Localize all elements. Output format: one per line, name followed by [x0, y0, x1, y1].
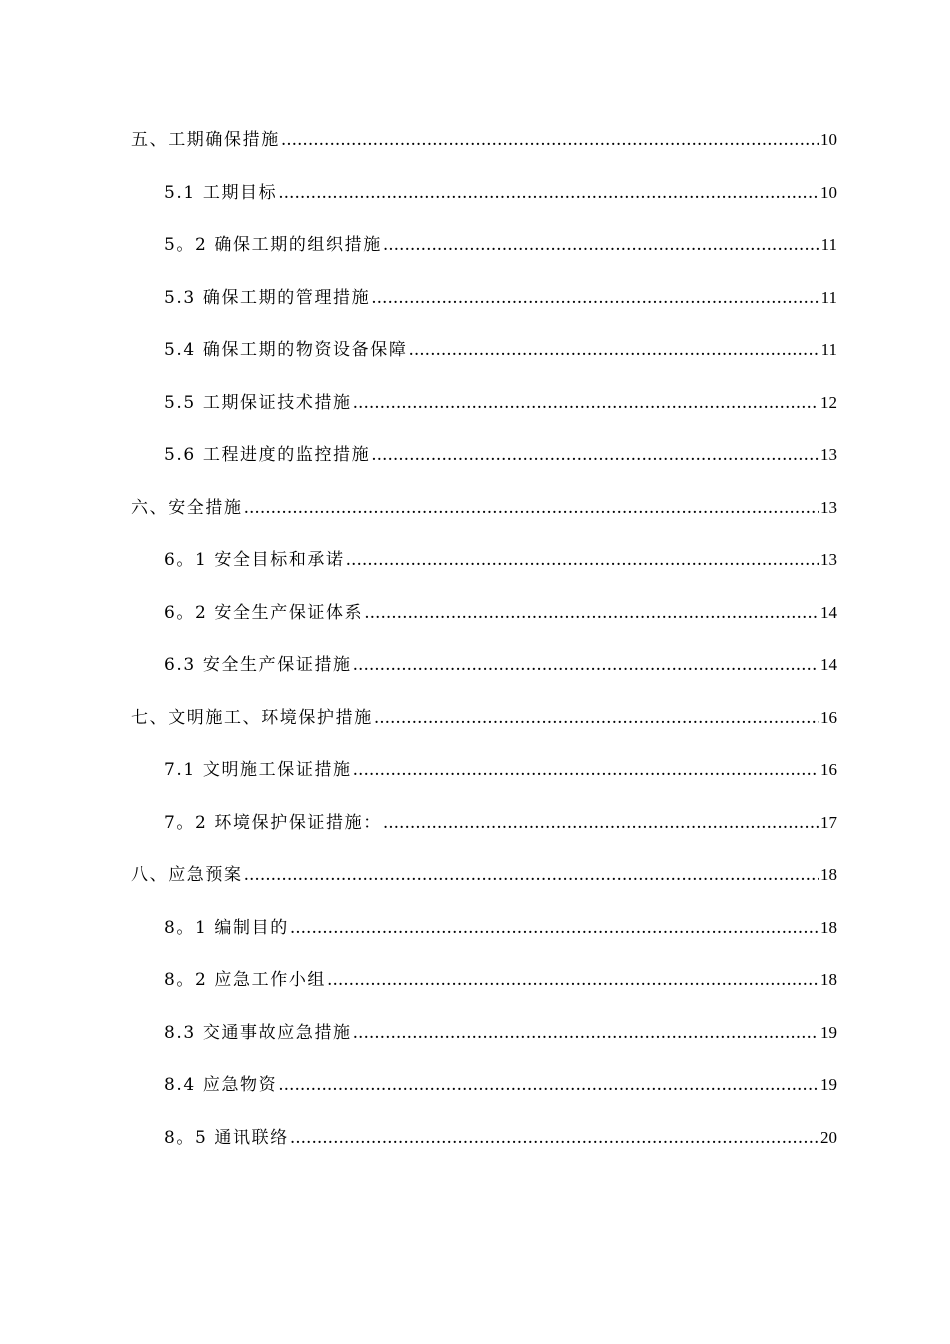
- toc-dot-leader: [383, 235, 820, 255]
- toc-page-number: 14: [820, 602, 837, 622]
- toc-dot-leader: [353, 1023, 819, 1043]
- toc-entry-5-2[interactable]: [131, 230, 837, 283]
- toc-page-number: 13: [820, 497, 837, 517]
- toc-dot-leader: [281, 130, 819, 150]
- toc-entry-title: 六、安全措施: [131, 497, 243, 518]
- toc-dot-leader: [244, 865, 819, 885]
- toc-entry-title: 8.4 应急物资: [164, 1075, 278, 1095]
- toc-page-number: 16: [820, 707, 837, 727]
- toc-entry-title: 5.5 工期保证技术措施: [164, 392, 352, 413]
- toc-entry-title: 6。2 安全生产保证体系: [164, 602, 364, 623]
- toc-page-number: 18: [820, 917, 837, 937]
- toc-entry-7-1[interactable]: [131, 755, 837, 808]
- toc-page-number: 11: [820, 340, 837, 359]
- toc-page-number: 18: [820, 970, 837, 989]
- toc-dot-leader: [346, 550, 819, 570]
- toc-entry-5-3[interactable]: [131, 283, 837, 336]
- toc-page-number: 11: [820, 235, 837, 254]
- toc-page-number: 16: [820, 760, 837, 779]
- toc-page-number: 14: [820, 655, 837, 674]
- toc-dot-leader: [371, 288, 819, 308]
- toc-entry-7[interactable]: [131, 703, 837, 756]
- toc-page-number: 10: [820, 182, 837, 202]
- toc-entry-title: 5.3 确保工期的管理措施: [164, 287, 371, 308]
- toc-entry-5-5[interactable]: [131, 388, 837, 441]
- toc-page-number: 17: [820, 812, 837, 832]
- toc-entry-title: 7。2 环境保护保证措施：: [164, 812, 382, 833]
- toc-dot-leader: [290, 918, 819, 938]
- toc-entry-title: 五、工期确保措施: [131, 130, 280, 150]
- toc-entry-title: 6。1 安全目标和承诺: [164, 550, 345, 570]
- toc-entry-5-4[interactable]: [131, 335, 837, 388]
- toc-dot-leader: [408, 340, 819, 360]
- toc-entry-8-3[interactable]: [131, 1018, 837, 1071]
- toc-entry-8-2[interactable]: [131, 965, 837, 1018]
- toc-entry-6[interactable]: [131, 493, 837, 546]
- toc-dot-leader: [364, 603, 819, 623]
- toc-entry-6-2[interactable]: [131, 598, 837, 651]
- toc-entry-7-2[interactable]: [131, 808, 837, 861]
- toc-entry-8-4[interactable]: [131, 1070, 837, 1123]
- toc-dot-leader: [353, 655, 819, 675]
- toc-entry-8-5[interactable]: [131, 1123, 837, 1176]
- toc-entry-title: 八、应急预案: [131, 865, 243, 885]
- toc-entry-5-6[interactable]: [131, 440, 837, 493]
- toc-entry-5-1[interactable]: [131, 178, 837, 231]
- toc-entry-title: 8。5 通讯联络: [164, 1127, 289, 1148]
- toc-dot-leader: [290, 1128, 819, 1148]
- table-of-contents: [131, 125, 837, 1175]
- toc-entry-6-3[interactable]: [131, 650, 837, 703]
- toc-page-number: 10: [820, 130, 837, 149]
- toc-page-number: 12: [820, 392, 837, 412]
- toc-entry-title: 8。2 应急工作小组: [164, 970, 327, 990]
- toc-entry-title: 7.1 文明施工保证措施: [164, 760, 352, 780]
- toc-page-number: 18: [820, 865, 837, 884]
- toc-entry-title: 5。2 确保工期的组织措施: [164, 235, 382, 255]
- toc-dot-leader: [278, 1075, 819, 1095]
- toc-page-number: 19: [820, 1022, 837, 1042]
- toc-dot-leader: [353, 760, 819, 780]
- toc-page-number: 11: [820, 287, 837, 307]
- toc-dot-leader: [244, 498, 819, 518]
- toc-dot-leader: [327, 970, 819, 990]
- toc-dot-leader: [353, 393, 819, 413]
- toc-entry-title: 6.3 安全生产保证措施: [164, 655, 352, 675]
- toc-entry-5[interactable]: [131, 125, 837, 178]
- toc-entry-6-1[interactable]: [131, 545, 837, 598]
- toc-dot-leader: [371, 445, 819, 465]
- toc-entry-title: 5.4 确保工期的物资设备保障: [164, 340, 408, 360]
- toc-entry-title: 5.6 工程进度的监控措施: [164, 445, 371, 465]
- toc-entry-title: 8.3 交通事故应急措施: [164, 1022, 352, 1043]
- toc-entry-title: 8。1 编制目的: [164, 917, 289, 938]
- toc-entry-title: 七、文明施工、环境保护措施: [131, 707, 373, 728]
- toc-entry-title: 5.1 工期目标: [164, 182, 278, 203]
- toc-page-number: 20: [820, 1127, 837, 1147]
- toc-dot-leader: [278, 183, 819, 203]
- toc-dot-leader: [374, 708, 819, 728]
- toc-dot-leader: [383, 813, 819, 833]
- toc-page-number: 13: [820, 550, 837, 569]
- toc-page-number: 13: [820, 445, 837, 464]
- toc-entry-8[interactable]: [131, 860, 837, 913]
- toc-entry-8-1[interactable]: [131, 913, 837, 966]
- toc-page-number: 19: [820, 1075, 837, 1094]
